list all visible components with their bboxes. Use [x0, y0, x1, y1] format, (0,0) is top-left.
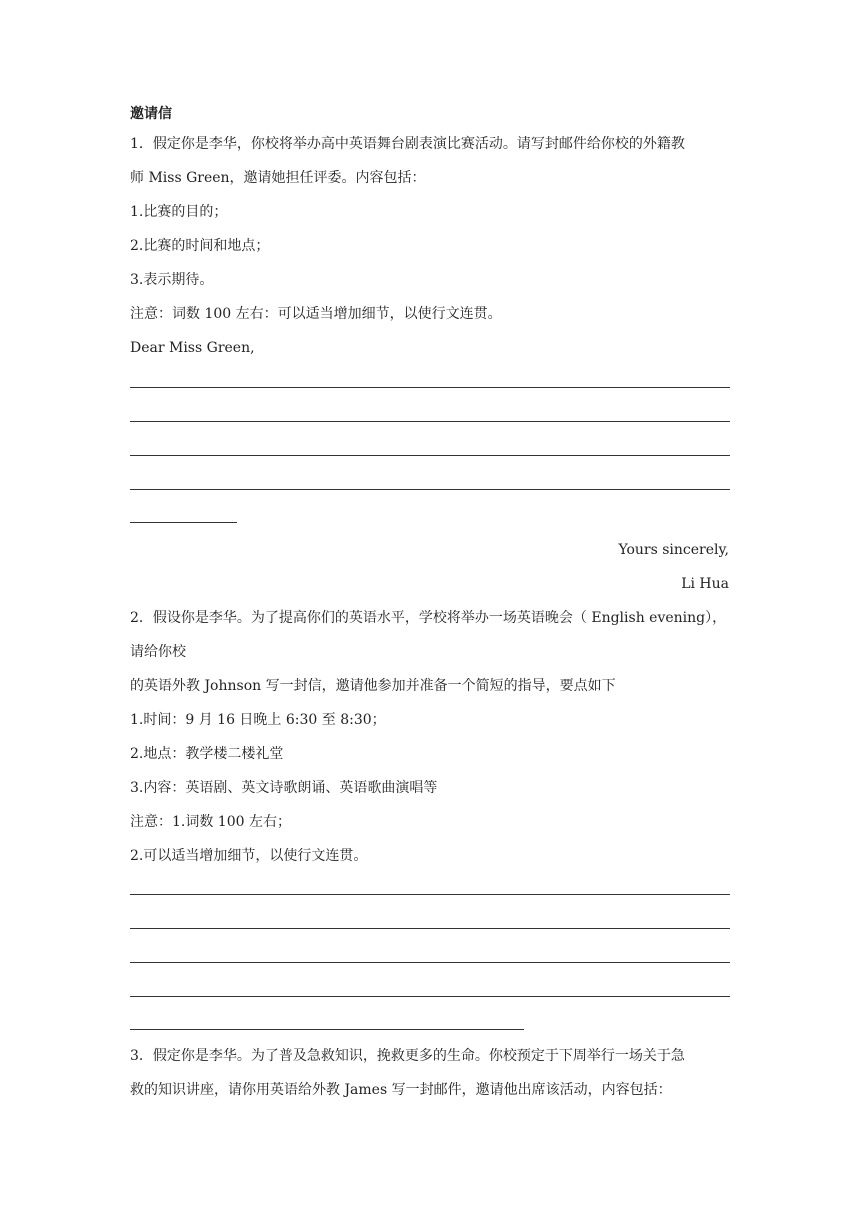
answer-line[interactable]	[130, 996, 730, 997]
q1-prompt-line1: 1．假定你是李华，你校将举办高中英语舞台剧表演比赛活动。请写封邮件给你校的外籍教	[130, 136, 685, 152]
q2-point-1: 1.时间：9 月 16 日晚上 6:30 至 8:30；	[130, 712, 386, 728]
answer-line[interactable]	[130, 928, 730, 929]
q3-prompt-line2: 救的知识讲座，请你用英语给外教 James 写一封邮件，邀请他出席该活动，内容包括：	[130, 1082, 672, 1098]
answer-line[interactable]	[130, 962, 730, 963]
answer-line[interactable]	[130, 894, 730, 895]
q1-point-2: 2.比赛的时间和地点；	[130, 238, 270, 254]
q1-point-1: 1.比赛的目的；	[130, 204, 228, 220]
q3-prompt-line1: 3．假定你是李华。为了普及急救知识，挽救更多的生命。你校预定于下周举行一场关于急	[130, 1048, 685, 1064]
q1-note: 注意：词数 100 左右：可以适当增加细节，以使行文连贯。	[130, 306, 502, 322]
q2-prompt-line1: 2．假设你是李华。为了提高你们的英语水平，学校将举办一场英语晚会（ English evening），	[130, 610, 727, 626]
answer-line[interactable]	[130, 421, 730, 422]
q2-note-2: 2.可以适当增加细节，以使行文连贯。	[130, 848, 368, 864]
q1-signature: Li Hua	[681, 576, 729, 592]
q1-prompt-line2: 师 Miss Green，邀请她担任评委。内容包括：	[130, 170, 426, 186]
section-heading: 邀请信	[130, 106, 172, 122]
q1-greeting: Dear Miss Green,	[130, 340, 255, 356]
answer-line[interactable]	[130, 1029, 524, 1030]
q2-prompt-line3: 的英语外教 Johnson 写一封信，邀请他参加并准备一个简短的指导，要点如下	[130, 678, 616, 694]
answer-line[interactable]	[130, 489, 730, 490]
q2-prompt-line2: 请给你校	[130, 644, 186, 660]
answer-line[interactable]	[130, 387, 730, 388]
q2-point-2: 2.地点：教学楼二楼礼堂	[130, 746, 284, 762]
q2-point-3: 3.内容：英语剧、英文诗歌朗诵、英语歌曲演唱等	[130, 780, 438, 796]
q1-point-3: 3.表示期待。	[130, 272, 214, 288]
q1-closing: Yours sincerely,	[618, 542, 729, 558]
answer-line[interactable]	[130, 455, 730, 456]
answer-line[interactable]	[130, 522, 237, 523]
q2-note-1: 注意：1.词数 100 左右；	[130, 814, 291, 830]
